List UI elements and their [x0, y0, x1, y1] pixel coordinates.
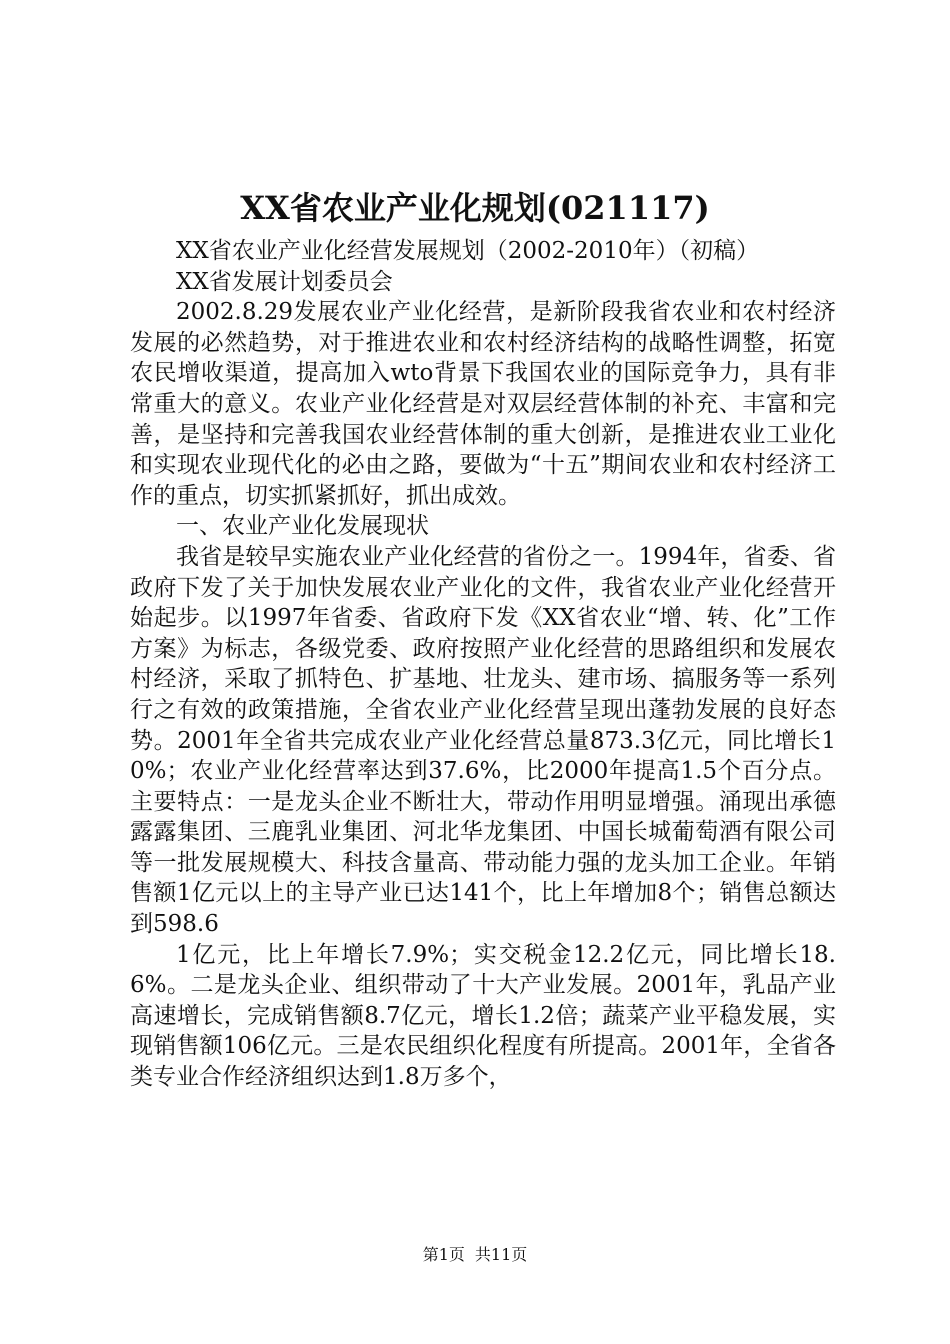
intro-paragraph: 2002.8.29发展农业产业化经营，是新阶段我省农业和农村经济发展的必然趋势，对于推进农业和农村经济结构的战略性调整，拓宽农民增收渠道，提高加入wto背景下我国农业的国际竞争力，具有非常重大的意义。农业产业化经营是对双层经营体制的补充、丰富和完善，是坚持和完善我国农业经营体制的重大创新，是推进农业工业化和实现农业现代化的必由之路，要做为“十五”期间农业和农村经济工作的重点，切实抓紧抓好，抓出成效。 — [130, 299, 836, 509]
subtitle-paragraph: XX省农业产业化经营发展规划（2002-2010年）（初稿） — [176, 238, 760, 264]
status-paragraph: 我省是较早实施农业产业化经营的省份之一。1994年，省委、省政府下发了关于加快发展农业产业化的文件，我省农业产业化经营开始起步。以1997年省委、省政府下发《XX省农业“增、转、化”工作方案》为标志，各级党委、政府按照产业化经营的思路组织和发展农村经济，采取了抓特色、扩基地、壮龙头、建市场、搞服务等一系列行之有效的政策措施，全省农业产业化经营呈现出蓬勃发展的良好态势。2001年全省共完成农业产业化经营总量873.3亿元，同比增长10%；农业产业化经营率达到37.6%，比2000年提高1.5个百分点。主要特点：一是龙头企业不断壮大，带动作用明显增强。涌现出承德露露集团、三鹿乳业集团、河北华龙集团、中国长城葡萄酒有限公司等一批发展规模大、科技含量高、带动能力强的龙头加工企业。年销售额1亿元以上的主导产业已达141个，比上年增加8个；销售总额达到598.6 — [130, 543, 836, 938]
document-body — [130, 236, 836, 1093]
document-title: XX省农业产业化规划(021117) — [240, 189, 710, 227]
issuer-paragraph: XX省发展计划委员会 — [176, 268, 393, 295]
section-heading: 一、农业产业化发展现状 — [176, 513, 429, 540]
page-footer — [0, 1244, 950, 1266]
page-total: 共11页 — [474, 1245, 528, 1264]
continuation-paragraph: 1亿元，比上年增长7.9%；实交税金12.2亿元，同比增长18.6%。二是龙头企业、组织带动了十大产业发展。2001年，乳品产业高速增长，完成销售额8.7亿元，增长1.2倍；蔬菜产业平稳发展，实现销售额106亿元。三是农民组织化程度有所提高。2001年，全省各类专业合作经济组织达到1.8万多个， — [130, 941, 836, 1091]
page-number: 第1页 — [422, 1245, 465, 1264]
